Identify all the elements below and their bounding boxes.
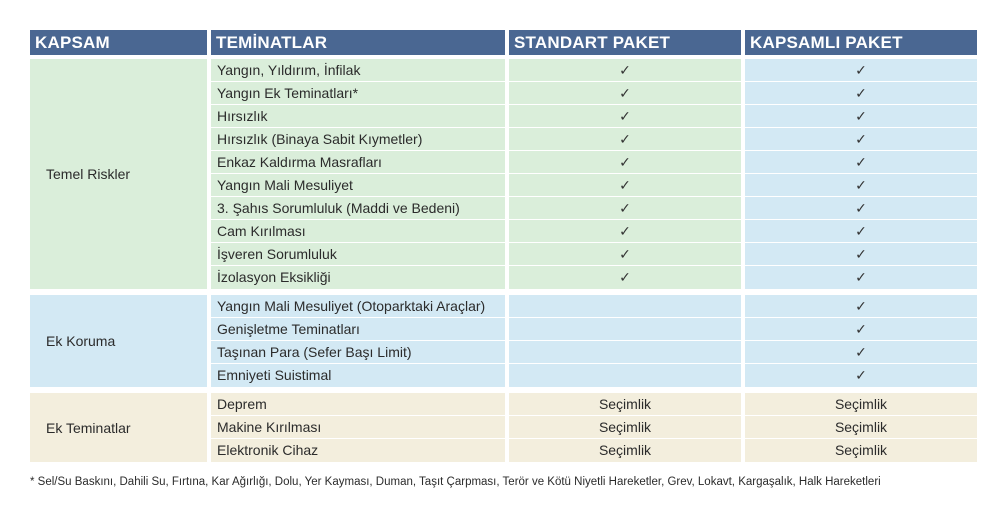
check-icon: ✓ [509, 243, 741, 266]
comprehensive-column [745, 393, 977, 462]
check-icon: ✓ [509, 151, 741, 174]
optional-label: Seçimlik [745, 393, 977, 416]
coverage-name: Yangın, Yıldırım, İnfilak [211, 59, 505, 82]
empty-cell [509, 295, 741, 318]
check-icon: ✓ [745, 82, 977, 105]
coverage-name: Yangın Mali Mesuliyet [211, 174, 505, 197]
check-icon: ✓ [509, 266, 741, 289]
check-icon: ✓ [745, 59, 977, 82]
check-icon: ✓ [745, 341, 977, 364]
check-icon: ✓ [745, 266, 977, 289]
check-icon: ✓ [745, 220, 977, 243]
check-icon: ✓ [745, 295, 977, 318]
coverage-name: Makine Kırılması [211, 416, 505, 439]
empty-cell [509, 364, 741, 387]
optional-label: Seçimlik [509, 416, 741, 439]
comprehensive-column [745, 59, 977, 289]
coverage-names [211, 59, 505, 289]
header-scope: KAPSAM [30, 30, 207, 55]
check-icon: ✓ [509, 59, 741, 82]
coverage-name: Enkaz Kaldırma Masrafları [211, 151, 505, 174]
coverage-name: Emniyeti Suistimal [211, 364, 505, 387]
check-icon: ✓ [509, 82, 741, 105]
coverage-name: Cam Kırılması [211, 220, 505, 243]
optional-label: Seçimlik [509, 393, 741, 416]
coverage-name: Hırsızlık [211, 105, 505, 128]
coverage-name: Yangın Mali Mesuliyet (Otoparktaki Araçlar) [211, 295, 505, 318]
footnote: * Sel/Su Baskını, Dahili Su, Fırtına, Kar Ağırlığı, Dolu, Yer Kayması, Duman, Taşıt Çarpması, Terör ve Kötü Niyetli Hareketler, Grev, Lokavt, Kargaşalık, Halk Hareketleri [30, 476, 881, 488]
coverage-table [30, 30, 977, 468]
standard-column [509, 295, 741, 387]
scope-cell: Ek Teminatlar [30, 393, 207, 462]
check-icon: ✓ [745, 243, 977, 266]
coverage-name: İzolasyon Eksikliği [211, 266, 505, 289]
coverage-name: Hırsızlık (Binaya Sabit Kıymetler) [211, 128, 505, 151]
group-ek-teminatlar [30, 393, 977, 462]
optional-label: Seçimlik [745, 439, 977, 462]
table-header [30, 30, 977, 55]
header-coverages: TEMİNATLAR [211, 30, 505, 55]
check-icon: ✓ [745, 364, 977, 387]
comprehensive-column [745, 295, 977, 387]
scope-cell: Ek Koruma [30, 295, 207, 387]
group-ek-koruma [30, 295, 977, 387]
check-icon: ✓ [509, 128, 741, 151]
check-icon: ✓ [745, 151, 977, 174]
coverage-name: Yangın Ek Teminatları* [211, 82, 505, 105]
check-icon: ✓ [509, 105, 741, 128]
check-icon: ✓ [509, 174, 741, 197]
check-icon: ✓ [745, 128, 977, 151]
coverage-name: Deprem [211, 393, 505, 416]
coverage-name: Genişletme Teminatları [211, 318, 505, 341]
standard-column [509, 59, 741, 289]
header-comprehensive-package: KAPSAMLI PAKET [745, 30, 977, 55]
optional-label: Seçimlik [509, 439, 741, 462]
empty-cell [509, 341, 741, 364]
check-icon: ✓ [745, 197, 977, 220]
coverage-names [211, 295, 505, 387]
check-icon: ✓ [745, 318, 977, 341]
check-icon: ✓ [745, 105, 977, 128]
group-temel-riskler [30, 59, 977, 289]
optional-label: Seçimlik [745, 416, 977, 439]
scope-cell: Temel Riskler [30, 59, 207, 289]
check-icon: ✓ [509, 197, 741, 220]
coverage-name: Taşınan Para (Sefer Başı Limit) [211, 341, 505, 364]
coverage-name: 3. Şahıs Sorumluluk (Maddi ve Bedeni) [211, 197, 505, 220]
empty-cell [509, 318, 741, 341]
standard-column [509, 393, 741, 462]
coverage-name: Elektronik Cihaz [211, 439, 505, 462]
coverage-names [211, 393, 505, 462]
check-icon: ✓ [745, 174, 977, 197]
coverage-name: İşveren Sorumluluk [211, 243, 505, 266]
check-icon: ✓ [509, 220, 741, 243]
header-standard-package: STANDART PAKET [509, 30, 741, 55]
